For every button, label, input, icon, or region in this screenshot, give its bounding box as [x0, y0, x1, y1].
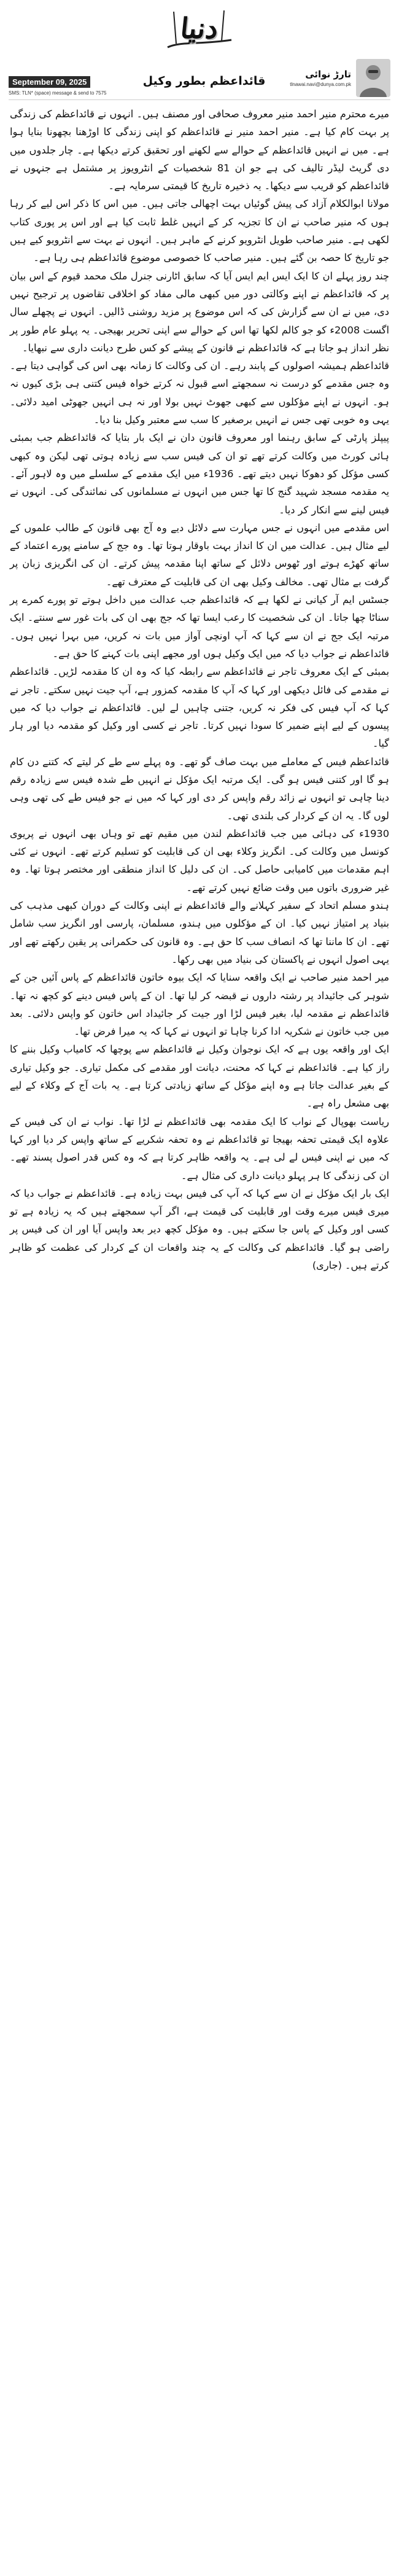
- article-body: [10, 105, 389, 1274]
- article-paragraph: میرے محترم منیر احمد منیر معروف صحافی اور مصنف ہیں۔ انہوں نے قائداعظم کی زندگی پر بہت کام کیا ہے۔ منیر احمد منیر نے قائداعظم کو اپنی زندگی کا اوڑھنا بچھونا بنایا ہوا ہے۔ میں نے انہیں قائداعظم کے حوالے سے لکھنے اور تحقیق کرتے دیکھا ہے۔ چار جلدوں میں دی گریٹ لیڈر تالیف کی ہے جو ان 81 شخصیات کے انٹرویوز پر مشتمل ہے جنہوں نے قائداعظم کو قریب سے دیکھا۔ یہ ذخیرہ تاریخ کا قیمتی سرمایہ ہے۔: [10, 108, 389, 192]
- avatar-icon: [356, 59, 390, 97]
- column-header: [9, 56, 390, 100]
- author-avatar: [356, 59, 390, 97]
- article-paragraph: قائداعظم فیس کے معاملے میں بہت صاف گو تھے۔ وہ پہلے سے طے کر لیتے کہ کتنے دن کام ہو گا اور کتنی فیس ہو گی۔ ایک مرتبہ ایک مؤکل نے انہیں طے شدہ فیس سے زیادہ رقم دینا چاہی تو انہوں نے زائد رقم واپس کر دی اور کہا کہ میں نے جو فیس طے کی تھی وہی لوں گا۔ یہ ان کے کردار کی بلندی تھی۔: [10, 755, 389, 822]
- article-paragraph: ایک بار ایک مؤکل نے ان سے کہا کہ آپ کی فیس بہت زیادہ ہے۔ قائداعظم نے جواب دیا کہ میری فیس میرے وقت اور قابلیت کی قیمت ہے، اگر آپ سمجھتے ہیں کہ یہ زیادہ ہے تو کسی اور وکیل کے پاس جا سکتے ہیں۔ وہ مؤکل کچھ دیر بعد واپس آیا اور ان کی فیس پر راضی ہو گیا۔ قائداعظم کی وکالت کے یہ چند واقعات ان کے کردار کی عظمت کو ظاہر کرتے ہیں۔ (جاری): [10, 1187, 389, 1271]
- article-paragraph: پیپلز پارٹی کے سابق رہنما اور معروف قانون دان نے ایک بار بتایا کہ قائداعظم جب بمبئی ہائی کورٹ میں وکالت کرتے تھے تو ان کی فیس سب سے زیادہ ہوتی تھی لیکن وہ کبھی کسی مؤکل کو دھوکا نہیں دیتے تھے۔ 1936ء میں ایک مقدمے کے سلسلے میں وہ لاہور آئے۔ یہ مقدمہ مسجد شہید گنج کا تھا جس میں انہوں نے مسلمانوں کی نمائندگی کی۔ انہوں نے فیس لینے سے انکار کر دیا۔: [10, 432, 389, 516]
- logo-text: دنیا: [179, 12, 220, 45]
- masthead: [0, 0, 399, 56]
- author-text: [290, 69, 351, 87]
- sms-line: SMS: TLN* (space) message & send to 7575: [9, 90, 107, 96]
- article-paragraph: میر احمد منیر صاحب نے ایک واقعہ سنایا کہ ایک بیوہ خاتون قائداعظم کے پاس آئیں جن کے شوہر کی جائیداد پر رشتہ داروں نے قبضہ کر لیا تھا۔ ان کے پاس فیس دینے کو کچھ نہ تھا۔ قائداعظم نے مقدمہ لیا، بغیر فیس لڑا اور جیت کر جائیداد اس خاتون کو واپس دلائی۔ بعد میں جب خاتون نے شکریہ ادا کرنا چاہا تو انہوں نے کہا کہ یہ میرا فرض تھا۔: [10, 971, 389, 1038]
- article-paragraph: چند روز پہلے ان کا ایک ایس ایم ایس آیا کہ سابق اٹارنی جنرل ملک محمد قیوم کے اس بیان پر کہ قائداعظم نے اپنے وکالتی دور میں کبھی مالی مفاد کو اخلاقی تقاضوں پر ترجیح نہیں دی، میں نے ان سے گزارش کی کہ اس موضوع پر مزید روشنی ڈالیں۔ انہوں نے پچھلے سال اگست 2008ء کو جو کالم لکھا تھا اس کے حوالے سے اپنی تحریر بھیجی۔ یہ پہلو عام طور پر نظر انداز ہو جاتا ہے کہ قائداعظم نے قانون کے پیشے کو کس طرح دیانت داری سے نبھایا۔: [10, 270, 389, 354]
- article-paragraph: اس مقدمے میں انہوں نے جس مہارت سے دلائل دیے وہ آج بھی قانون کے طالب علموں کے لیے مثال ہیں۔ عدالت میں ان کا انداز بہت باوقار ہوتا تھا۔ وہ جج کے سامنے پورے اعتماد کے ساتھ کھڑے ہوتے اور ٹھوس دلائل کے ساتھ اپنا مقدمہ پیش کرتے۔ ان کی انگریزی زبان پر گرفت بے مثال تھی۔ مخالف وکیل بھی ان کی قابلیت کے معترف تھے۔: [10, 521, 389, 588]
- column-date: September 09, 2025: [9, 76, 90, 88]
- column-title: قائداعظم بطور وکیل: [142, 74, 266, 88]
- article-paragraph: مولانا ابوالکلام آزاد کی پیش گوئیاں بہت اچھالی جاتی ہیں۔ میں اس کا ذکر اس لیے کر رہا ہوں کہ منیر صاحب نے ان کا تجزیہ کر کے انہیں غلط ثابت کیا ہے اور اس پر پوری کتاب لکھی ہے۔ منیر صاحب طویل انٹرویو کرنے کے ماہر ہیں۔ انہوں نے بہت سے انٹرویو کیے ہیں جو تاریخ کا حصہ بن گئے ہیں۔ منیر صاحب کا خصوصی موضوع قائداعظم ہی رہا ہے۔: [10, 198, 389, 264]
- newspaper-logo[interactable]: [163, 4, 236, 52]
- article-paragraph: بمبئی کے ایک معروف تاجر نے قائداعظم سے رابطہ کیا کہ وہ ان کا مقدمہ لڑیں۔ قائداعظم نے مقدمے کی فائل دیکھی اور کہا کہ آپ کا مقدمہ کمزور ہے، آپ جیت نہیں سکتے۔ تاجر نے کہا کہ آپ فیس کی فکر نہ کریں، جتنی چاہیں لے لیں۔ قائداعظم نے جواب دیا کہ میں پیسوں کے لیے اپنے ضمیر کا سودا نہیں کرتا۔ تاجر نے کسی اور وکیل کو مقدمہ دیا اور ہار گیا۔: [10, 666, 389, 750]
- article-paragraph: ہندو مسلم اتحاد کے سفیر کہلانے والے قائداعظم نے اپنی وکالت کے دوران کبھی مذہب کی بنیاد پر امتیاز نہیں کیا۔ ان کے مؤکلوں میں ہندو، مسلمان، پارسی اور انگریز سب شامل تھے۔ ان کا ماننا تھا کہ انصاف سب کا حق ہے۔ وہ قانون کی حکمرانی پر یقین رکھتے تھے اور یہی اصول انہوں نے پاکستان کی بنیاد میں بھی رکھا۔: [10, 900, 389, 965]
- article-paragraph: 1930ء کی دہائی میں جب قائداعظم لندن میں مقیم تھے تو وہاں بھی انہوں نے پریوی کونسل میں وکالت کی۔ انگریز وکلاء بھی ان کی قابلیت کو تسلیم کرتے تھے۔ انہوں نے کئی اہم مقدمات میں کامیابی حاصل کی۔ ان کی دلیل کا انداز منطقی اور مختصر ہوتا تھا۔ وہ غیر ضروری باتوں میں وقت ضائع نہیں کرتے تھے۔: [10, 827, 389, 893]
- article-paragraph: ایک اور واقعہ یوں ہے کہ ایک نوجوان وکیل نے قائداعظم سے پوچھا کہ کامیاب وکیل بننے کا راز کیا ہے۔ قائداعظم نے کہا کہ محنت، دیانت اور مقدمے کی مکمل تیاری۔ جو وکیل تیاری کے بغیر عدالت جاتا ہے وہ اپنے مؤکل کے ساتھ زیادتی کرتا ہے۔ یہ بات آج کے وکلاء کے لیے بھی مشعل راہ ہے۔: [10, 1043, 389, 1110]
- article-paragraph: ریاست بھوپال کے نواب کا ایک مقدمہ بھی قائداعظم نے لڑا تھا۔ نواب نے ان کی فیس کے علاوہ ایک قیمتی تحفہ بھیجا تو قائداعظم نے وہ تحفہ شکریے کے ساتھ واپس کر دیا اور کہا کہ میں نے اپنی فیس لے لی ہے۔ یہ واقعہ ظاہر کرتا ہے کہ وہ کس قدر اصول پسند تھے۔ ان کی زندگی کا ہر پہلو دیانت داری کی مثال ہے۔: [10, 1115, 389, 1181]
- article-paragraph: قائداعظم ہمیشہ اصولوں کے پابند رہے۔ ان کی وکالت کا زمانہ بھی اس کی گواہی دیتا ہے۔ وہ جس مقدمے کو درست نہ سمجھتے اسے قبول نہ کرتے خواہ فیس کتنی ہی بڑی کیوں نہ ہو۔ انہوں نے اپنے مؤکلوں سے کبھی جھوٹ نہیں بولا اور نہ ہی انہیں جھوٹی امید دلائی۔ یہی وہ خوبی تھی جس نے انہیں برصغیر کا سب سے معتبر وکیل بنا دیا۔: [10, 360, 389, 426]
- article-paragraph: جسٹس ایم آر کیانی نے لکھا ہے کہ قائداعظم جب عدالت میں داخل ہوتے تو پورے کمرے پر سناٹا چھا جاتا۔ ان کی شخصیت کا رعب ایسا تھا کہ جج بھی ان کی بات غور سے سنتے۔ ایک مرتبہ ایک جج نے ان سے کہا کہ آپ اونچی آواز میں بات نہ کریں، میں بہرا نہیں ہوں۔ قائداعظم نے جواب دیا کہ میں ایک وکیل ہوں اور مجھے اپنی بات کہنے کا حق ہے۔: [10, 594, 389, 660]
- author-email[interactable]: tlnawai.navi@dunya.com.pk: [290, 82, 351, 87]
- author-block: [268, 56, 390, 99]
- header-left: [9, 56, 141, 99]
- author-name: تارڑ نوائی: [305, 69, 351, 80]
